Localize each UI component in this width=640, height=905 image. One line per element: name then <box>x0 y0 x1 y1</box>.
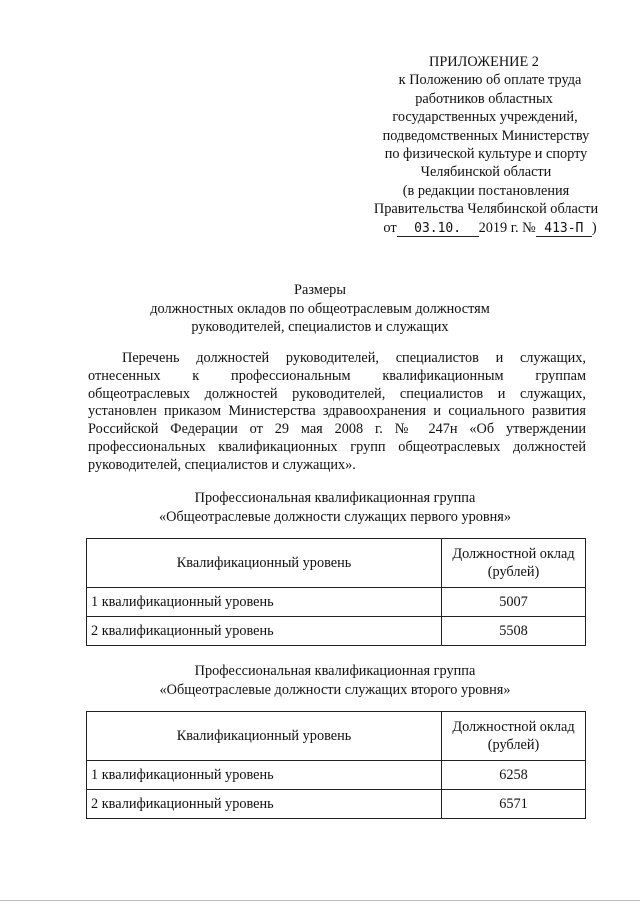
qualification-level: 2 квалификационный уровень <box>87 617 442 646</box>
group-title-first-level <box>0 489 640 527</box>
salary-value: 6571 <box>442 790 586 819</box>
qualification-level: 1 квалификационный уровень <box>87 588 442 617</box>
paragraph-line: общеотраслевых должностей руководителей, специалистов и служащих, <box>88 385 586 402</box>
paragraph-line: отнесенных к профессиональным квалификационным группам <box>88 367 586 384</box>
column-header-salary <box>442 539 586 588</box>
column-header-salary <box>442 712 586 761</box>
annex-title: ПРИЛОЖЕНИЕ 2 <box>429 54 539 70</box>
group-title-line: «Общеотраслевые должности служащих второго уровня» <box>159 682 511 698</box>
annex-line: государственных учреждений, <box>392 109 578 126</box>
heading-line: должностных окладов по общеотраслевым должностям <box>150 300 490 317</box>
annex-date-line <box>330 219 640 237</box>
annex-line: Челябинской области <box>420 164 552 181</box>
annex-line: по физической культуре и спорту <box>384 146 588 163</box>
annex-line: работников областных <box>415 90 553 107</box>
table-row <box>87 588 586 617</box>
table-header-row <box>87 539 586 588</box>
page-bottom-edge <box>0 900 640 901</box>
salary-value: 5007 <box>442 588 586 617</box>
annex-line: к Положению об оплате труда <box>398 72 582 89</box>
table-header-row <box>87 712 586 761</box>
table-row <box>87 761 586 790</box>
salary-header-line: Должностной оклад <box>452 718 575 735</box>
annex-header <box>330 53 640 237</box>
salary-value: 6258 <box>442 761 586 790</box>
salary-table-first-level <box>86 538 586 646</box>
group-title-line: Профессиональная квалификационная группа <box>194 663 476 679</box>
body-paragraph <box>88 350 586 475</box>
paragraph-line: руководителей, специалистов и служащих». <box>88 456 356 473</box>
qualification-level: 2 квалификационный уровень <box>87 790 442 819</box>
document-heading <box>0 281 640 337</box>
column-header-level: Квалификационный уровень <box>87 539 442 588</box>
table-row <box>87 790 586 819</box>
heading-line: руководителей, специалистов и служащих <box>191 319 449 336</box>
salary-table-second-level <box>86 711 586 819</box>
paragraph-line: Перечень должностей руководителей, специалистов и служащих, <box>122 350 586 366</box>
paragraph-line: установлен приказом Министерства здравоохранения и социального развития <box>88 403 586 420</box>
annex-line: подведомственных Министерству <box>382 127 590 144</box>
paragraph-line: Российской Федерации от 29 мая 2008 г. № 247н «Об утверждении <box>88 421 586 438</box>
annex-line: (в редакции постановления <box>402 182 570 199</box>
year-text: 2019 г. № <box>478 219 536 236</box>
heading-line: Размеры <box>294 282 346 298</box>
group-title-line: «Общеотраслевые должности служащих первого уровня» <box>158 509 512 525</box>
group-title-line: Профессиональная квалификационная группа <box>194 490 476 506</box>
table-row <box>87 617 586 646</box>
qualification-level: 1 квалификационный уровень <box>87 761 442 790</box>
closing-paren: ) <box>591 219 597 236</box>
date-prefix: от <box>383 219 397 236</box>
column-header-level: Квалификационный уровень <box>87 712 442 761</box>
salary-header-unit: (рублей) <box>487 564 540 580</box>
salary-header-line: Должностной оклад <box>452 545 575 562</box>
handwritten-date: 03.10. <box>397 222 479 237</box>
handwritten-number: 413-П <box>536 222 592 237</box>
salary-value: 5508 <box>442 617 586 646</box>
salary-header-unit: (рублей) <box>487 737 540 753</box>
group-title-second-level <box>0 662 640 700</box>
paragraph-line: профессиональных квалификационных групп общеотраслевых должностей <box>88 438 586 455</box>
annex-line: Правительства Челябинской области <box>373 201 599 218</box>
